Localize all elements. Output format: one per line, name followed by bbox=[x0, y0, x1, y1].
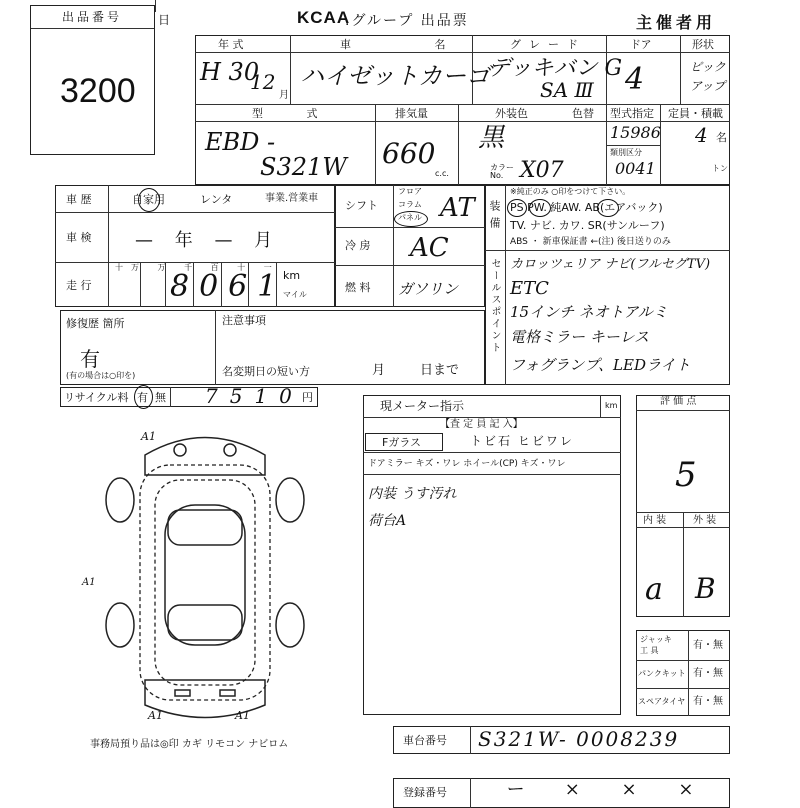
history-biz[interactable]: 事業.営業車 bbox=[265, 193, 319, 204]
month-suffix: 月 bbox=[279, 90, 289, 101]
mileage-digits-header: 十万 万 千 百 十 一 bbox=[115, 263, 280, 272]
mileage-km: km bbox=[283, 269, 301, 282]
lot-day-suffix: 日 bbox=[158, 13, 171, 27]
headlight-left bbox=[174, 444, 186, 456]
colorno-small: カラー No. bbox=[490, 163, 514, 180]
recycle-circle-mark bbox=[134, 385, 153, 409]
history-label: 車 歴 bbox=[66, 193, 92, 206]
grade-label: グレード bbox=[510, 38, 586, 51]
inspector-note-1: 内装 うす汚れ bbox=[368, 486, 457, 502]
spec-value: 15986 bbox=[610, 123, 661, 142]
aircon-label: 冷 房 bbox=[345, 239, 371, 252]
organizer-label: 主催者用 bbox=[636, 13, 717, 32]
car-roof bbox=[165, 505, 245, 645]
grade-value-2: SA Ⅲ bbox=[540, 78, 594, 102]
disp-label: 排気量 bbox=[395, 107, 428, 120]
sales-point-1: カロッツェリア ナビ(フルセグTV) bbox=[510, 257, 711, 272]
capacity-unit: 名 bbox=[716, 131, 727, 144]
self-circle-mark bbox=[138, 188, 160, 212]
recycle-value: 7510 bbox=[205, 384, 304, 408]
inspector-title: 【査 定 員 記 入】 bbox=[440, 419, 523, 430]
disp-value: 660 bbox=[382, 137, 436, 170]
registration-label: 登録番号 bbox=[403, 786, 447, 799]
interior-label: 内 装 bbox=[643, 515, 667, 526]
exterior-label: 外 装 bbox=[693, 515, 717, 526]
fuel-label: 燃 料 bbox=[345, 281, 371, 294]
shape-value: ピック アップ bbox=[690, 60, 726, 94]
history-self[interactable]: 自家用 bbox=[132, 193, 165, 206]
model-label: 車 名 bbox=[340, 38, 486, 51]
ton-unit: トン bbox=[712, 164, 728, 173]
inspect-value: — 年 — 月 bbox=[135, 230, 281, 251]
kit-spare-yn[interactable]: 有・無 bbox=[693, 696, 723, 707]
evaluation-score: 5 bbox=[675, 455, 697, 495]
mileage-value: 8061 bbox=[170, 269, 287, 304]
panel-circle-mark bbox=[394, 211, 428, 227]
colorno-value: X07 bbox=[520, 158, 564, 183]
mileage-mile: マイル bbox=[283, 290, 307, 299]
fuel-value: ガソリン bbox=[398, 280, 459, 298]
sales-point-4: 電格ミラー キーレス bbox=[510, 328, 650, 346]
car-damage-diagram bbox=[80, 425, 330, 725]
diagram-mark-4: A1 bbox=[235, 709, 250, 722]
registration-value: ー × × × bbox=[505, 779, 712, 800]
caution-short-label: 名変期日の短い方 bbox=[222, 365, 310, 378]
lot-title: 出品番号 bbox=[62, 10, 123, 24]
model-value: ハイゼットカーゴ bbox=[300, 62, 491, 90]
recycle-label: リサイクル料 bbox=[64, 391, 129, 404]
ab-circle-mark bbox=[597, 199, 619, 217]
caution-month: 月 bbox=[372, 363, 386, 378]
sales-point-5: フォグランプ、LEDライト bbox=[510, 356, 691, 374]
tail-right bbox=[220, 690, 235, 696]
wheel-rear-right bbox=[276, 603, 304, 647]
sales-label: セールスポイント bbox=[489, 258, 500, 354]
headlight-right bbox=[224, 444, 236, 456]
glass-label: Fガラス bbox=[382, 436, 421, 449]
mirror-row: ドアミラー キズ・ワレ ホイール(CP) キズ・ワレ bbox=[368, 459, 566, 469]
equipment-label: 装備 bbox=[488, 200, 501, 234]
equipment-note: ※純正のみ ○印をつけて下さい。 bbox=[510, 187, 631, 196]
repair-note: (有の場合は○印を) bbox=[66, 371, 136, 380]
grade-value: デッキバン G bbox=[488, 56, 623, 81]
shift-floor[interactable]: フロア bbox=[398, 187, 422, 196]
type-label: 型 式 bbox=[252, 107, 338, 120]
shift-column[interactable]: コラム bbox=[398, 200, 422, 209]
wheel-rear-left bbox=[106, 603, 134, 647]
recycle-yen: 円 bbox=[302, 391, 313, 404]
inspector-note-2: 荷台A bbox=[368, 513, 407, 529]
shift-panel[interactable]: パネル bbox=[398, 213, 422, 222]
meter-label: 現メーター指示 bbox=[380, 399, 465, 413]
lot-number: 3200 bbox=[60, 72, 136, 110]
equipment-line-2[interactable]: TV. ナビ. カワ. SR(サンルーフ) bbox=[510, 219, 665, 232]
header-group: .グループ 出品票 bbox=[345, 13, 469, 29]
kit-puncture-yn[interactable]: 有・無 bbox=[693, 668, 723, 679]
glass-value: トビ石 ヒビワレ bbox=[470, 434, 574, 448]
wheel-front-left bbox=[106, 478, 134, 522]
kit-spare: スペアタイヤ bbox=[638, 697, 686, 706]
car-front bbox=[145, 438, 265, 476]
inspect-label: 車 検 bbox=[66, 231, 92, 244]
equipment-line-3[interactable]: ABS ・ 新車保証書 ←(注) 後日送りのみ bbox=[510, 237, 671, 247]
year-label: 年 式 bbox=[218, 38, 244, 51]
door-value: 4 bbox=[625, 62, 645, 97]
brand-logo: KCAA bbox=[297, 8, 351, 27]
caution-label: 注意事項 bbox=[222, 314, 266, 327]
evaluation-label: 評 価 点 bbox=[660, 396, 697, 407]
recycle-has[interactable]: 有 bbox=[137, 391, 148, 404]
door-label: ドア bbox=[630, 38, 652, 51]
car-rear-window bbox=[168, 605, 242, 640]
type-value-2: S321W bbox=[260, 153, 347, 181]
ps-circle-mark bbox=[507, 199, 527, 217]
diagram-mark-3: A1 bbox=[148, 709, 163, 722]
diagram-mark-2: A1 bbox=[82, 577, 96, 588]
interior-score: a bbox=[645, 572, 663, 607]
year-value: H 30 bbox=[200, 58, 260, 86]
chassis-value: S321W- 0008239 bbox=[478, 727, 680, 751]
equipment-line-1[interactable]: PS PW. 純AW. AB(エアバック) bbox=[510, 201, 663, 214]
colorno-label: 色替 bbox=[572, 107, 594, 120]
repair-label: 修復歴 箇所 bbox=[66, 317, 125, 330]
meter-km: km bbox=[605, 401, 618, 410]
capacity-label: 定員・積載 bbox=[668, 107, 723, 120]
class-value: 0041 bbox=[615, 159, 656, 178]
chassis-label: 車台番号 bbox=[403, 734, 447, 747]
pw-circle-mark bbox=[529, 199, 551, 217]
class-label: 類別区分 bbox=[610, 148, 642, 157]
capacity-value: 4 bbox=[695, 123, 708, 147]
color-label: 外装色 bbox=[495, 107, 528, 120]
shift-label: シフト bbox=[345, 199, 378, 212]
aircon-value: AC bbox=[410, 233, 449, 263]
type-value-1: EBD - bbox=[205, 128, 276, 156]
disp-unit: c.c. bbox=[435, 169, 449, 178]
sales-point-2: ETC bbox=[510, 278, 549, 299]
exterior-score: B bbox=[695, 572, 716, 605]
kit-puncture: パンクキット bbox=[638, 669, 686, 678]
car-outline-body bbox=[140, 465, 270, 700]
diagram-mark-1: A1 bbox=[141, 430, 156, 443]
shift-value: AT bbox=[440, 193, 475, 223]
shape-label: 形状 bbox=[692, 38, 714, 51]
keys-note: 事務局預り品は◎印 カギ リモコン ナビロム bbox=[90, 739, 289, 750]
caution-day: 日まで bbox=[420, 363, 460, 378]
wheel-front-right bbox=[276, 478, 304, 522]
car-windshield bbox=[168, 510, 242, 545]
sales-point-3: 15インチ ネオトアルミ bbox=[510, 303, 668, 321]
tail-left bbox=[175, 690, 190, 696]
repair-value: 有 bbox=[80, 347, 100, 371]
history-rent[interactable]: レンタ bbox=[200, 193, 233, 206]
kit-jack-yn[interactable]: 有・無 bbox=[693, 640, 723, 651]
mileage-label: 走 行 bbox=[66, 279, 92, 292]
recycle-none[interactable]: 無 bbox=[155, 391, 166, 404]
month-value: 12 bbox=[250, 70, 276, 94]
color-value: 黒 bbox=[478, 123, 505, 153]
spec-label: 型式指定 bbox=[610, 107, 654, 120]
kit-jack: ジャッキ 工 具 bbox=[640, 635, 672, 656]
